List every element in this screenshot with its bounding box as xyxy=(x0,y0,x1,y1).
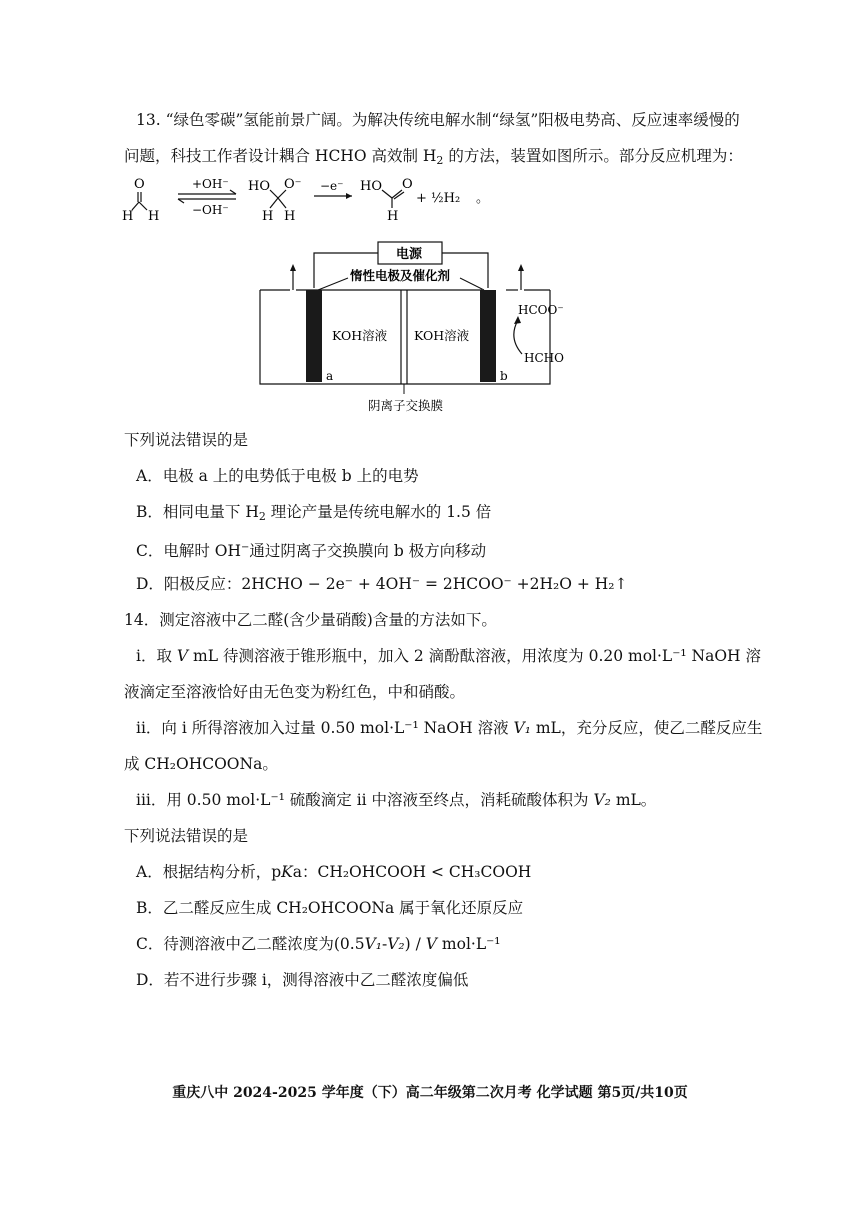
mech-end: 。 xyxy=(476,191,490,206)
mech-h2: H xyxy=(148,209,160,224)
q13-option-b: B．相同电量下 $H_2$ 理论产量是传统电解水的 1.5 倍 xyxy=(136,503,492,523)
q13-option-d: D．阳极反应：2HCHO − 2e⁻ + 4OH⁻ = 2HCOO⁻ +2H₂O + H₂↑ xyxy=(136,575,628,593)
mech-h1: H xyxy=(122,209,134,224)
mech-h3: H xyxy=(262,209,274,224)
hcho-label: HCHO xyxy=(524,351,564,365)
q14-step2-line1: ii．向 i 所得溶液加入过量 0.50 mol·L⁻¹ NaOH 溶液 V₁ mL，充分反应，使乙二醛反应生 xyxy=(136,719,763,737)
q14-prompt: 下列说法错误的是 xyxy=(124,827,249,845)
mech-ho: HO xyxy=(248,179,270,194)
q14-step3: iii．用 0.50 mol·L⁻¹ 硫酸滴定 ii 中溶液至终点，消耗硫酸体积为 V₂ mL。 xyxy=(136,791,657,809)
q14-option-d: D．若不进行步骤 i，测得溶液中乙二醛浓度偏低 xyxy=(136,971,469,989)
mech-h4: H xyxy=(284,209,296,224)
left-solution-label: KOH溶液 xyxy=(332,328,388,343)
q13-stem-line1: 13. “绿色零碳”氢能前景广阔。为解决传统电解水制“绿氢”阳极电势高、反应速率缓慢的 xyxy=(136,111,740,129)
electrode-a xyxy=(306,290,322,382)
q14-step1-line2: 液滴定至溶液恰好由无色变为粉红色，中和硝酸。 xyxy=(124,683,466,701)
mech-o-minus: O⁻ xyxy=(284,177,302,192)
mech-plus-oh: +OH⁻ xyxy=(192,177,229,191)
electrode-b xyxy=(480,290,496,382)
electrode-b-label: b xyxy=(500,369,508,383)
q14-title: 14．测定溶液中乙二醛(含少量硝酸)含量的方法如下。 xyxy=(124,611,497,629)
q14-step1-line1: i．取 V mL 待测溶液于锥形瓶中，加入 2 滴酚酞溶液，用浓度为 0.20 mol·L⁻¹ NaOH 溶 xyxy=(136,647,762,665)
mech-o1: O xyxy=(134,177,145,192)
mech-minus-oh: −OH⁻ xyxy=(192,203,229,217)
electrode-a-label: a xyxy=(326,369,334,383)
hcoo-label: HCOO⁻ xyxy=(518,303,564,317)
right-solution-label: KOH溶液 xyxy=(414,328,470,343)
q13-option-c: C．电解时 OH−通过阴离子交换膜向 b 极方向移动 xyxy=(136,542,487,560)
q13-mechanism xyxy=(120,168,500,228)
membrane-label: 阴离子交换膜 xyxy=(368,398,444,413)
q13-option-a: A．电极 a 上的电势低于电极 b 上的电势 xyxy=(136,467,419,485)
mech-o2: O xyxy=(402,177,413,192)
q13-stem-line2: 问题，科技工作者设计耦合 HCHO 高效制 $H_2$ 的方法，装置如图所示。部分反应机理为： xyxy=(124,147,743,167)
page-footer: 重庆八中 2024-2025 学年度（下）高二年级第二次月考 化学试题 第5页/共10页 xyxy=(172,1085,688,1101)
q13-cell-diagram xyxy=(250,238,590,418)
mech-half-h2: + ½H₂ xyxy=(416,191,461,206)
power-label: 电源 xyxy=(396,247,423,262)
mech-minus-e: −e⁻ xyxy=(320,179,344,193)
q14-option-a: A．根据结构分析，pKa：CH₂OHCOOH < CH₃COOH xyxy=(136,863,532,881)
q14-option-c: C．待测溶液中乙二醛浓度为(0.5V₁-V₂) / V mol·L⁻¹ xyxy=(136,935,501,953)
q13-prompt: 下列说法错误的是 xyxy=(124,431,249,449)
electrode-label: 惰性电极及催化剂 xyxy=(350,268,451,283)
q14-option-b: B．乙二醛反应生成 CH₂OHCOONa 属于氧化还原反应 xyxy=(136,899,524,917)
mech-ho2: HO xyxy=(360,179,382,194)
mech-h5: H xyxy=(387,209,399,224)
q14-step2-line2: 成 CH₂OHCOONa。 xyxy=(124,755,278,773)
